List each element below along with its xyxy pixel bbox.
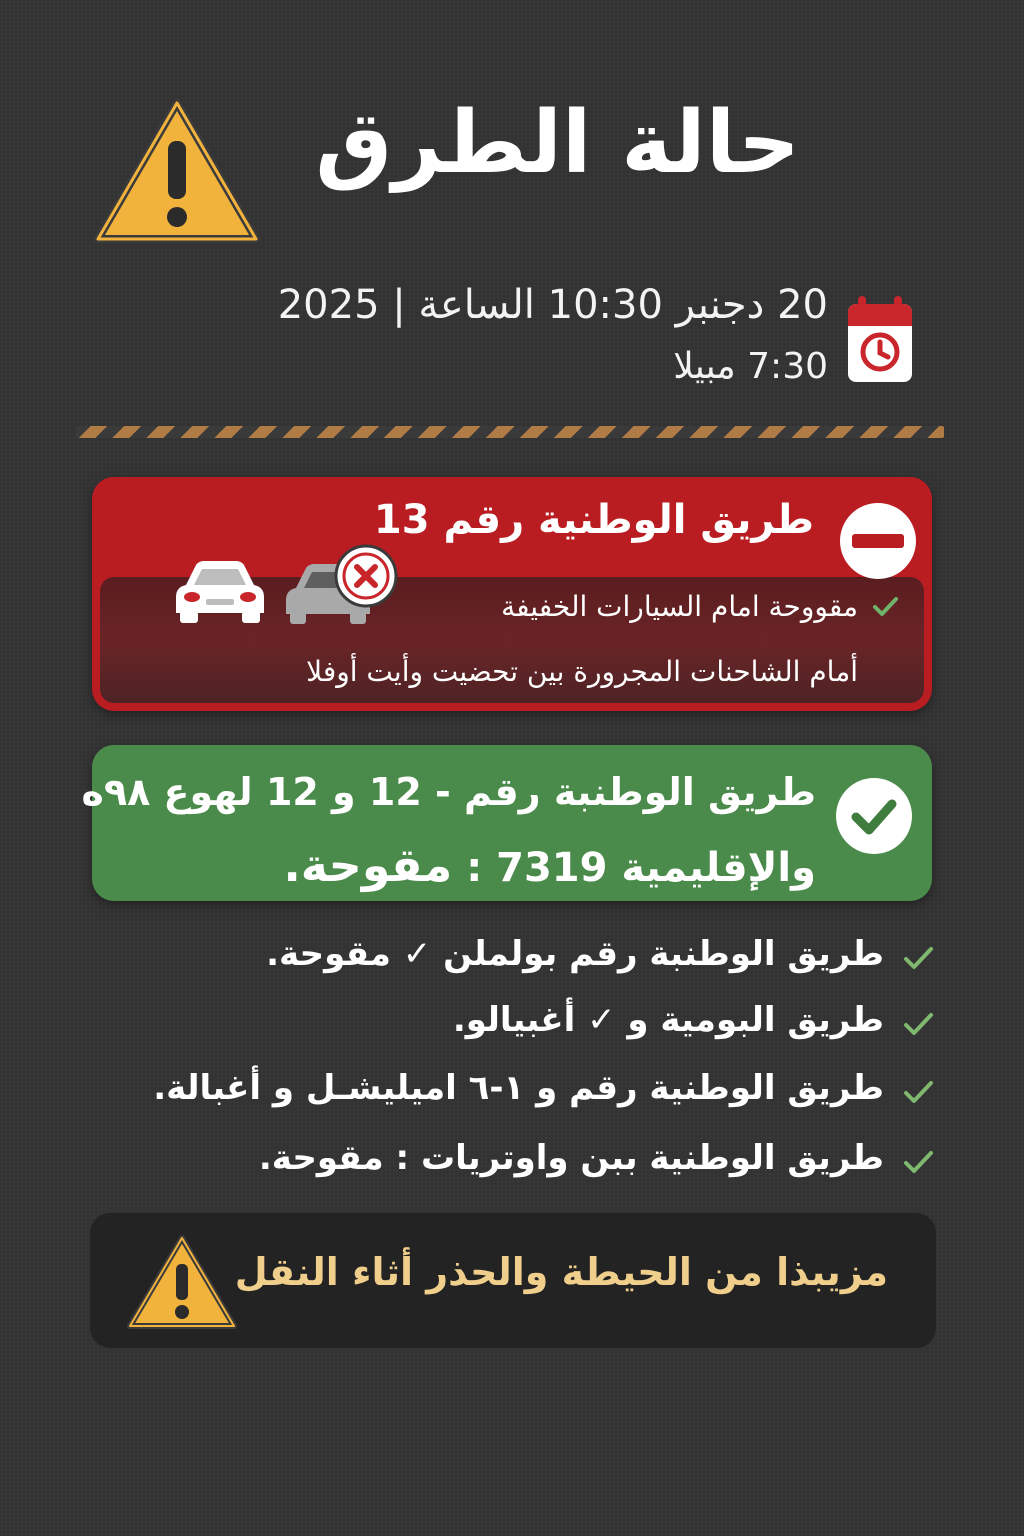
open-road-line-1: طريق الوطنبة رقم - 12 و 12 لهوع ٩٨ه <box>81 770 816 814</box>
closed-road-detail-2: أمام الشاحنات المجرورة بين تحضيت وأيت أوفلا <box>306 655 858 688</box>
closed-road-title: طريق الوطنية رقم 13 <box>373 497 814 543</box>
page-title: حالة الطرق <box>315 93 800 193</box>
check-icon <box>900 1076 936 1108</box>
open-road-line-2 <box>283 838 816 892</box>
date-time-line: 20 دجنبر 10:30 الساعة | 2025 <box>277 282 828 328</box>
check-icon <box>900 1008 936 1040</box>
no-entry-icon <box>838 501 918 581</box>
calendar-clock-icon <box>846 294 914 384</box>
road-list-item-4: طريق الوطنية ببن واوتريات : مقوحة. <box>258 1138 884 1178</box>
check-icon <box>900 942 936 974</box>
check-icon <box>900 1146 936 1178</box>
car-icon <box>172 557 268 625</box>
check-circle-icon <box>834 776 914 856</box>
caution-message: مزيبذا من الحيطة والحذر أثاء النقل <box>234 1250 888 1294</box>
open-road-line-2-prefix: والإقليمية 7319 : <box>466 845 816 891</box>
warning-triangle-icon <box>92 95 262 247</box>
x-circle-icon <box>334 544 398 608</box>
hazard-stripe-divider <box>76 426 944 438</box>
closed-road-detail-1: مقووحة امام السيارات الخفيفة <box>501 590 858 623</box>
warning-triangle-icon <box>126 1232 238 1332</box>
check-icon <box>870 592 900 622</box>
open-road-status: مقوحة. <box>283 838 453 892</box>
date-secondary-line: 7:30 مبيلا <box>673 346 828 387</box>
road-list-item-3: طريق الوطنية رقم و ١-٦ اميليشـل و أغبالة. <box>153 1068 884 1108</box>
road-list-item-1: طريق الوطنبة رقم بولملن ✓ مقوحة. <box>266 934 884 974</box>
road-list-item-2: طريق البومية و ✓ أغبيالو. <box>452 1000 884 1040</box>
